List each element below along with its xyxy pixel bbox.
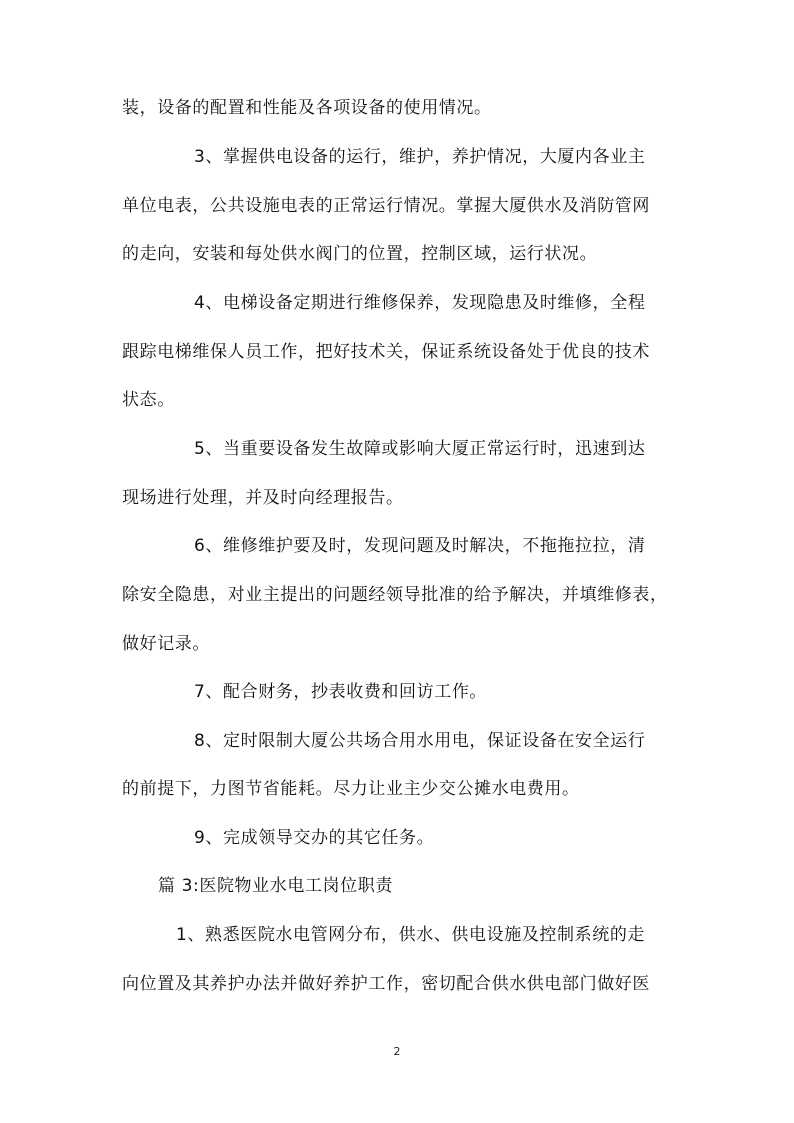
paragraph-line: 3、掌握供电设备的运行，维护，养护情况，大厦内各业主 <box>194 147 646 167</box>
paragraph-line: 向位置及其养护办法并做好养护工作，密切配合供水供电部门做好医 <box>122 974 650 994</box>
paragraph-line: 9、完成领导交办的其它任务。 <box>194 828 435 848</box>
paragraph-line: 1、熟悉医院水电管网分布，供水、供电设施及控制系统的走 <box>176 925 646 945</box>
section-heading: 篇 3:医院物业水电工岗位职责 <box>158 876 393 896</box>
paragraph-line: 单位电表，公共设施电表的正常运行情况。掌握大厦供水及消防管网 <box>122 196 650 216</box>
paragraph-line: 做好记录。 <box>122 634 210 654</box>
paragraph-line: 的走向，安装和每处供水阀门的位置，控制区域，运行状况。 <box>122 244 598 264</box>
paragraph-line: 除安全隐患，对业主提出的问题经领导批准的给予解决，并填维修表， <box>122 585 668 605</box>
paragraph-line: 装，设备的配置和性能及各项设备的使用情况。 <box>122 98 492 118</box>
paragraph-line: 5、当重要设备发生故障或影响大厦正常运行时，迅速到达 <box>194 439 646 459</box>
paragraph-line: 现场进行处理，并及时向经理报告。 <box>122 488 404 508</box>
paragraph-line: 跟踪电梯维保人员工作，把好技术关，保证系统设备处于优良的技术 <box>122 342 650 362</box>
paragraph-line: 8、定时限制大厦公共场合用水用电，保证设备在安全运行 <box>194 731 646 751</box>
paragraph-line: 4、电梯设备定期进行维修保养，发现隐患及时维修，全程 <box>194 293 646 313</box>
paragraph-line: 的前提下，力图节省能耗。尽力让业主少交公摊水电费用。 <box>122 779 580 799</box>
page-number: 2 <box>393 1045 401 1058</box>
paragraph-line: 7、配合财务，抄表收费和回访工作。 <box>194 682 488 702</box>
paragraph-line: 6、维修维护要及时，发现问题及时解决，不拖拖拉拉，清 <box>194 536 646 556</box>
paragraph-line: 状态。 <box>122 390 175 410</box>
